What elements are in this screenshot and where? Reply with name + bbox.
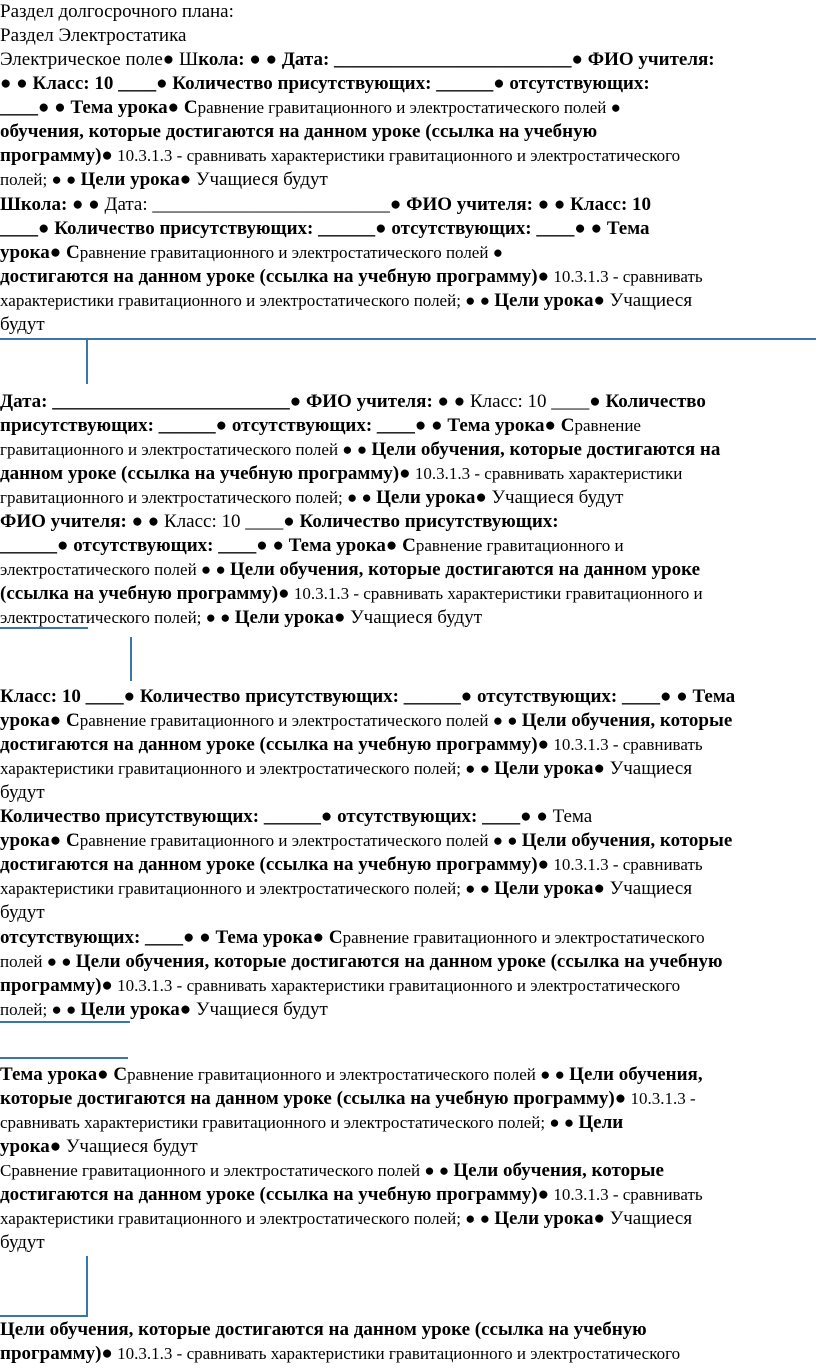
text-line (0, 1342, 810, 1366)
text-span: Тема урока● С (288, 535, 416, 556)
text-span: Цели обучения, которые (453, 1160, 664, 1181)
text-line (0, 558, 810, 582)
text-span: характеристики гравитационного и электростатического полей; ● ● (0, 759, 495, 778)
text-line (0, 950, 810, 974)
lesson-plan-block-7 (0, 926, 810, 1022)
text-span: достигаются на данном уроке (ссылка на учебную программу)● (0, 854, 550, 875)
text-line (0, 193, 810, 217)
text-span: Цели урока● (234, 607, 346, 628)
text-span: равнение гравитационного и электростатического полей ● ● (79, 711, 522, 730)
text-span: Цели урока● (494, 290, 605, 311)
text-span: 10.3.1.3 - сравнивать характеристики гравитационного и (289, 584, 703, 603)
text-span: электростатического полей; ● ● (0, 608, 235, 627)
text-span: Цели обучения, которые достигаются на данном уроке (229, 559, 701, 580)
text-span: Учащиеся (605, 1208, 693, 1229)
text-span: гравитационного и электростатического полей; ● ● (0, 488, 377, 507)
text-span: Дата: _________________________● ФИО учителя: ● ● (0, 391, 470, 412)
text-line (0, 486, 810, 510)
text-span: электростатического полей ● ● (0, 560, 230, 579)
lesson-plan-block-2 (0, 193, 810, 337)
text-line (0, 1111, 810, 1135)
text-span: 10.3.1.3 - сравнивать (549, 267, 703, 286)
lesson-plan-block-5 (0, 685, 810, 805)
lesson-plan-block-9 (0, 1159, 810, 1255)
lesson-plan-block-4 (0, 510, 810, 630)
text-span: будут (0, 314, 45, 335)
divider-line (0, 1021, 130, 1023)
text-span: достигаются на данном уроке (ссылка на учебную программу)● (0, 266, 550, 287)
text-span: урока● С (0, 830, 80, 851)
text-span: Класс: 10 (570, 194, 652, 215)
text-span: Учащиеся будут (191, 999, 328, 1020)
lesson-plan-block-6 (0, 805, 810, 925)
text-span: урока● С (0, 710, 80, 731)
text-line (0, 48, 810, 72)
text-span: равнение гравитационного и электростатического полей ● (79, 243, 503, 262)
text-span: обучения, которые достигаются на данном уроке (ссылка на учебную (0, 121, 598, 142)
text-span: Школа: ● ● (0, 194, 105, 215)
text-span: Цели урока● (494, 1208, 605, 1229)
text-span: ● ФИО учителя: ● ● (389, 194, 571, 215)
text-span: Учащиеся (605, 758, 693, 779)
text-span: 10.3.1.3 - сравнивать характеристики гравитационного и электростатического (112, 146, 681, 165)
text-span: которые достигаются на данном уроке (ссылка на учебную программу)● (0, 1088, 627, 1109)
text-span: Тема урока● С (215, 927, 343, 948)
text-line (0, 901, 810, 925)
text-span: равнение гравитационного и электростатического полей ● (197, 98, 621, 117)
text-line (0, 733, 810, 757)
lesson-plan-block-10 (0, 1318, 810, 1366)
text-span: (ссылка на учебную программу)● (0, 583, 290, 604)
text-span: кола: ● ● Дата: _________________________● ФИО учителя: (198, 49, 715, 70)
divider-line (130, 637, 132, 681)
text-span: Класс: 10 ____ (469, 391, 590, 412)
text-span: Цели обучения, которые достигаются на данном уроке (ссылка на учебную (0, 1319, 647, 1340)
text-line (0, 217, 810, 241)
text-line (0, 534, 810, 558)
text-span: гравитационного и электростатического полей ● ● (0, 440, 372, 459)
text-span: 10.3.1.3 - сравнивать характеристики гравитационного и электростатического (112, 1344, 681, 1363)
text-span: Дата: _________________________ (104, 194, 390, 215)
text-span: равнение гравитационного и электростатического полей ● ● (79, 831, 522, 850)
text-line (0, 1087, 810, 1111)
text-span: равнение (574, 416, 641, 435)
divider-line (0, 627, 88, 629)
text-span: присутствующих: ______● отсутствующих: ____● ● (0, 415, 448, 436)
text-span: равнение гравитационного и (415, 536, 624, 555)
text-span: данном уроке (ссылка на учебную программу)● (0, 463, 411, 484)
text-span: Класс: 10 ____ (164, 511, 284, 532)
text-line (0, 606, 810, 630)
text-line (0, 313, 810, 337)
text-span: Тема (606, 218, 650, 239)
text-span: равнение гравитационного и электростатического (342, 928, 705, 947)
text-span: Учащиеся будут (191, 169, 328, 190)
text-span: 10.3.1.3 - сравнивать характеристики (410, 464, 683, 483)
lesson-plan-block-8 (0, 1063, 810, 1159)
text-span: полей ● ● (0, 952, 76, 971)
text-span: 10.3.1.3 - сравнивать (549, 735, 703, 754)
text-line (0, 1183, 810, 1207)
text-span: Количество присутствующих: ______● отсутствующих: ____● ● (0, 806, 553, 827)
text-line (0, 390, 810, 414)
text-line (0, 877, 810, 901)
text-span: Цели обучения, (569, 1064, 703, 1085)
text-line (0, 1231, 810, 1255)
divider-line (0, 1315, 88, 1317)
text-line (0, 96, 810, 120)
text-span: ____● ● Тема урока● С (0, 97, 198, 118)
text-line (0, 1063, 810, 1087)
text-span: Цели урока● (80, 169, 192, 190)
text-line (0, 685, 810, 709)
text-line (0, 120, 810, 144)
divider-line (86, 340, 88, 384)
text-span: полей; ● ● (0, 1000, 81, 1019)
divider-line (86, 1256, 88, 1316)
text-line (0, 510, 810, 534)
text-line (0, 781, 810, 805)
text-span: 10.3.1.3 - сравнивать (549, 855, 703, 874)
text-span: ● ● Класс: 10 ____● Количество присутствующих: ______● отсутствующих: (0, 73, 650, 94)
section-name: Раздел Электростатика (0, 25, 187, 46)
text-span: Учащиеся (605, 878, 693, 899)
text-line (0, 1207, 810, 1231)
text-line (0, 1135, 810, 1159)
text-span: урока● С (0, 242, 80, 263)
text-span: достигаются на данном уроке (ссылка на учебную программу)● (0, 734, 550, 755)
lesson-plan-block-1 (0, 0, 810, 192)
text-span: Цели обучения, которые (521, 830, 733, 851)
text-line (0, 72, 810, 96)
text-span: ● Количество присутствующих: (283, 511, 559, 532)
text-line (0, 998, 810, 1022)
text-line (0, 414, 810, 438)
text-span: программу)● (0, 975, 113, 996)
text-line (0, 144, 810, 168)
text-line (0, 1159, 810, 1183)
text-span: Цели (578, 1112, 624, 1133)
text-span: Учащиеся будут (345, 607, 483, 628)
text-span: 10.3.1.3 - сравнивать характеристики гравитационного и электростатического (112, 976, 681, 995)
text-span: будут (0, 1232, 45, 1253)
text-span: Класс: 10 ____● Количество присутствующих: ______● отсутствующих: ____● ● (0, 686, 693, 707)
text-span: ____● Количество присутствующих: ______● отсутствующих: ____● ● (0, 218, 607, 239)
text-line (0, 241, 810, 265)
text-line (0, 853, 810, 877)
text-span: характеристики гравитационного и электростатического полей; ● ● (0, 1209, 495, 1228)
text-span: Сравнение гравитационного и электростатического полей ● ● (0, 1161, 454, 1180)
text-span: Электрическое поле● Ш (0, 49, 199, 70)
text-line (0, 926, 810, 950)
text-line (0, 805, 810, 829)
text-span: Цели обучения, которые (521, 710, 733, 731)
section-heading: Раздел долгосрочного плана: (0, 1, 234, 22)
text-span: достигаются на данном уроке (ссылка на учебную программу)● (0, 1184, 550, 1205)
text-span: Цели урока● (494, 878, 605, 899)
text-span: программу)● (0, 145, 113, 166)
divider-line (0, 338, 816, 340)
text-span: ● Количество (589, 391, 706, 412)
text-span: Цели обучения, которые достигаются на (371, 439, 721, 460)
text-line (0, 462, 810, 486)
text-span: сравнивать характеристики гравитационного и электростатического полей; ● ● (0, 1113, 579, 1132)
text-span: Тема урока● С (447, 415, 575, 436)
text-span: Учащиеся (605, 290, 693, 311)
text-line (0, 289, 810, 313)
text-line (0, 24, 810, 48)
lesson-plan-block-3 (0, 390, 810, 510)
text-span: 10.3.1.3 - (626, 1089, 696, 1108)
text-span: 10.3.1.3 - сравнивать (549, 1185, 703, 1204)
text-span: Цели обучения, которые достигаются на данном уроке (ссылка на учебную (75, 951, 723, 972)
text-span: Цели урока● (494, 758, 605, 779)
text-line (0, 438, 810, 462)
text-span: программу)● (0, 1343, 113, 1364)
text-span: Тема урока● С (0, 1064, 128, 1085)
text-line (0, 265, 810, 289)
text-span: полей; ● ● (0, 170, 81, 189)
text-line (0, 829, 810, 853)
text-span: Учащиеся будут (61, 1136, 198, 1157)
text-line (0, 168, 810, 192)
text-line (0, 974, 810, 998)
text-span: будут (0, 782, 45, 803)
text-span: будут (0, 902, 45, 923)
text-span: ФИО учителя: ● ● (0, 511, 165, 532)
text-line (0, 709, 810, 733)
text-span: Тема (692, 686, 736, 707)
text-line (0, 1318, 810, 1342)
text-span: ______● отсутствующих: ____● ● (0, 535, 289, 556)
text-span: характеристики гравитационного и электростатического полей; ● ● (0, 291, 495, 310)
text-line (0, 757, 810, 781)
text-span: отсутствующих: ____● ● (0, 927, 216, 948)
text-span: Тема (552, 806, 593, 827)
divider-line (0, 1057, 128, 1059)
text-span: Учащиеся будут (486, 487, 624, 508)
text-span: равнение гравитационного и электростатического полей ● ● (127, 1065, 570, 1084)
text-span: урока● (0, 1136, 62, 1157)
text-span: характеристики гравитационного и электростатического полей; ● ● (0, 879, 495, 898)
text-span: Цели урока● (80, 999, 192, 1020)
text-span: Цели урока● (376, 487, 487, 508)
text-line (0, 582, 810, 606)
text-line (0, 0, 810, 24)
